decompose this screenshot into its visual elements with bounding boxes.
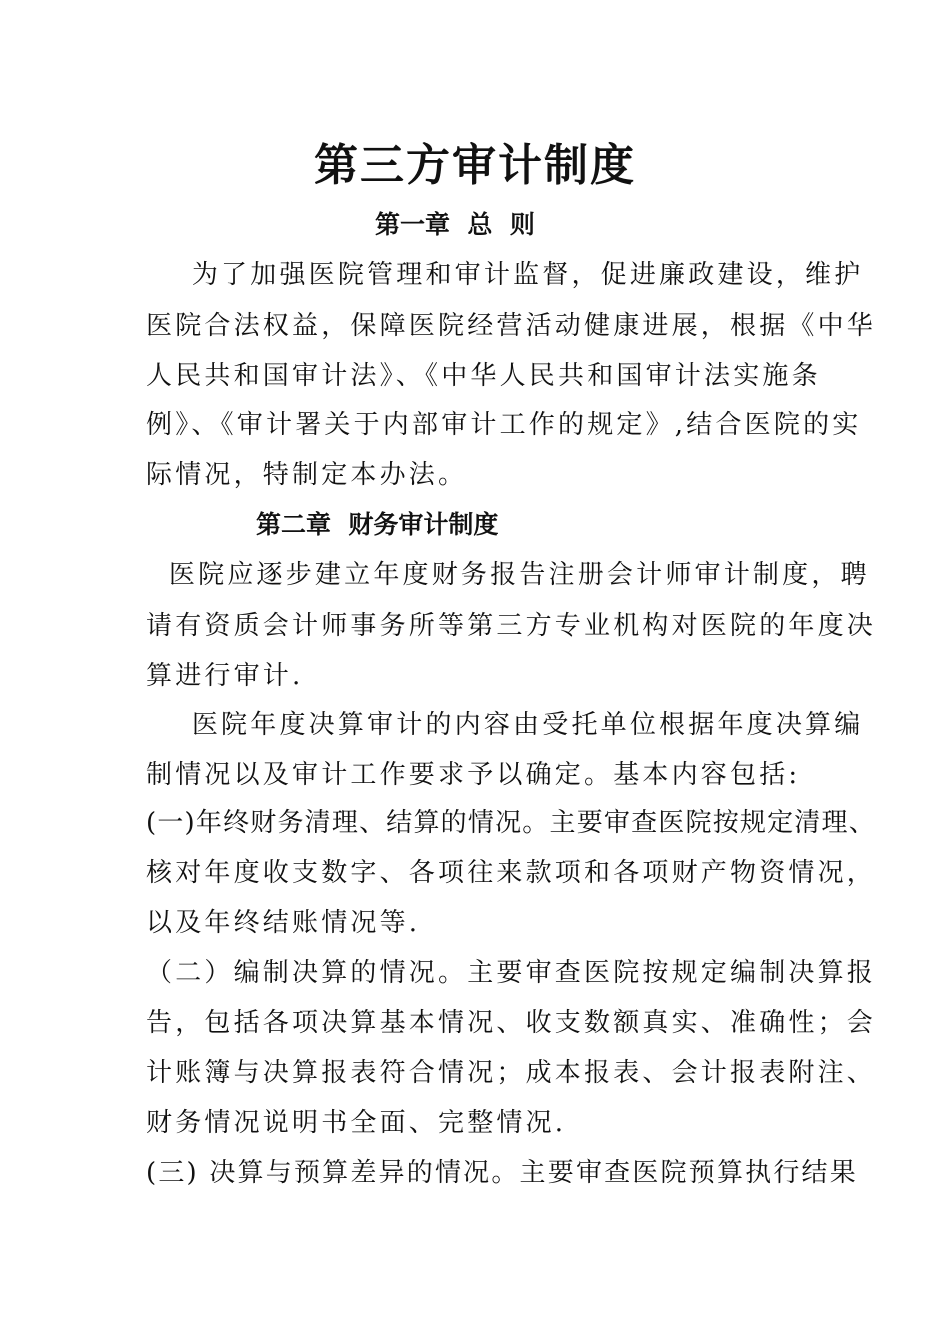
paragraph-line: 人民共和国审计法》、《中华人民共和国审计法实施条 [146, 361, 821, 391]
paragraph-line: 请有资质会计师事务所等第三方专业机构对医院的年度决 [146, 611, 877, 641]
paragraph-line: 际情况，特制定本办法。 [146, 460, 468, 490]
paragraph-line: 计账簿与决算报表符合情况；成本报表、会计报表附注、 [146, 1058, 877, 1088]
paragraph-line: (一)年终财务清理、结算的情况。主要审查医院按规定清理、 [146, 808, 876, 838]
paragraph-line: 告，包括各项决算基本情况、收支数额真实、准确性；会 [146, 1008, 877, 1038]
paragraph-line: 为了加强医院管理和审计监督，促进廉政建设，维护 [146, 260, 864, 290]
paragraph-line: 医院应逐步建立年度财务报告注册会计师审计制度，聘 [146, 560, 870, 590]
paragraph-line: 制情况以及审计工作要求予以确定。基本内容包括: [146, 760, 801, 790]
paragraph-line: 财务情况说明书全面、完整情况. [146, 1108, 567, 1138]
paragraph-line: 算进行审计. [146, 661, 304, 691]
paragraph-line: 核对年度收支数字、各项往来款项和各项财产物资情况， [146, 858, 877, 888]
paragraph-line: 医院合法权益，保障医院经营活动健康进展，根据《中华 [146, 311, 877, 341]
paragraph-line: 以及年终结账情况等. [146, 908, 421, 938]
paragraph-line: (三) 决算与预算差异的情况。主要审查医院预算执行结果 [146, 1158, 858, 1188]
paragraph-line: 例》、《审计署关于内部审计工作的规定》,结合医院的实 [146, 410, 862, 440]
paragraph-line: （二）编制决算的情况。主要审查医院按规定编制决算报 [146, 958, 877, 988]
chapter-1-heading: 第一章 总 则 [375, 210, 535, 239]
chapter-2-heading: 第二章 财务审计制度 [256, 510, 499, 539]
document-title: 第三方审计制度 [314, 140, 636, 191]
paragraph-line: 医院年度决算审计的内容由受托单位根据年度决算编 [146, 710, 864, 740]
